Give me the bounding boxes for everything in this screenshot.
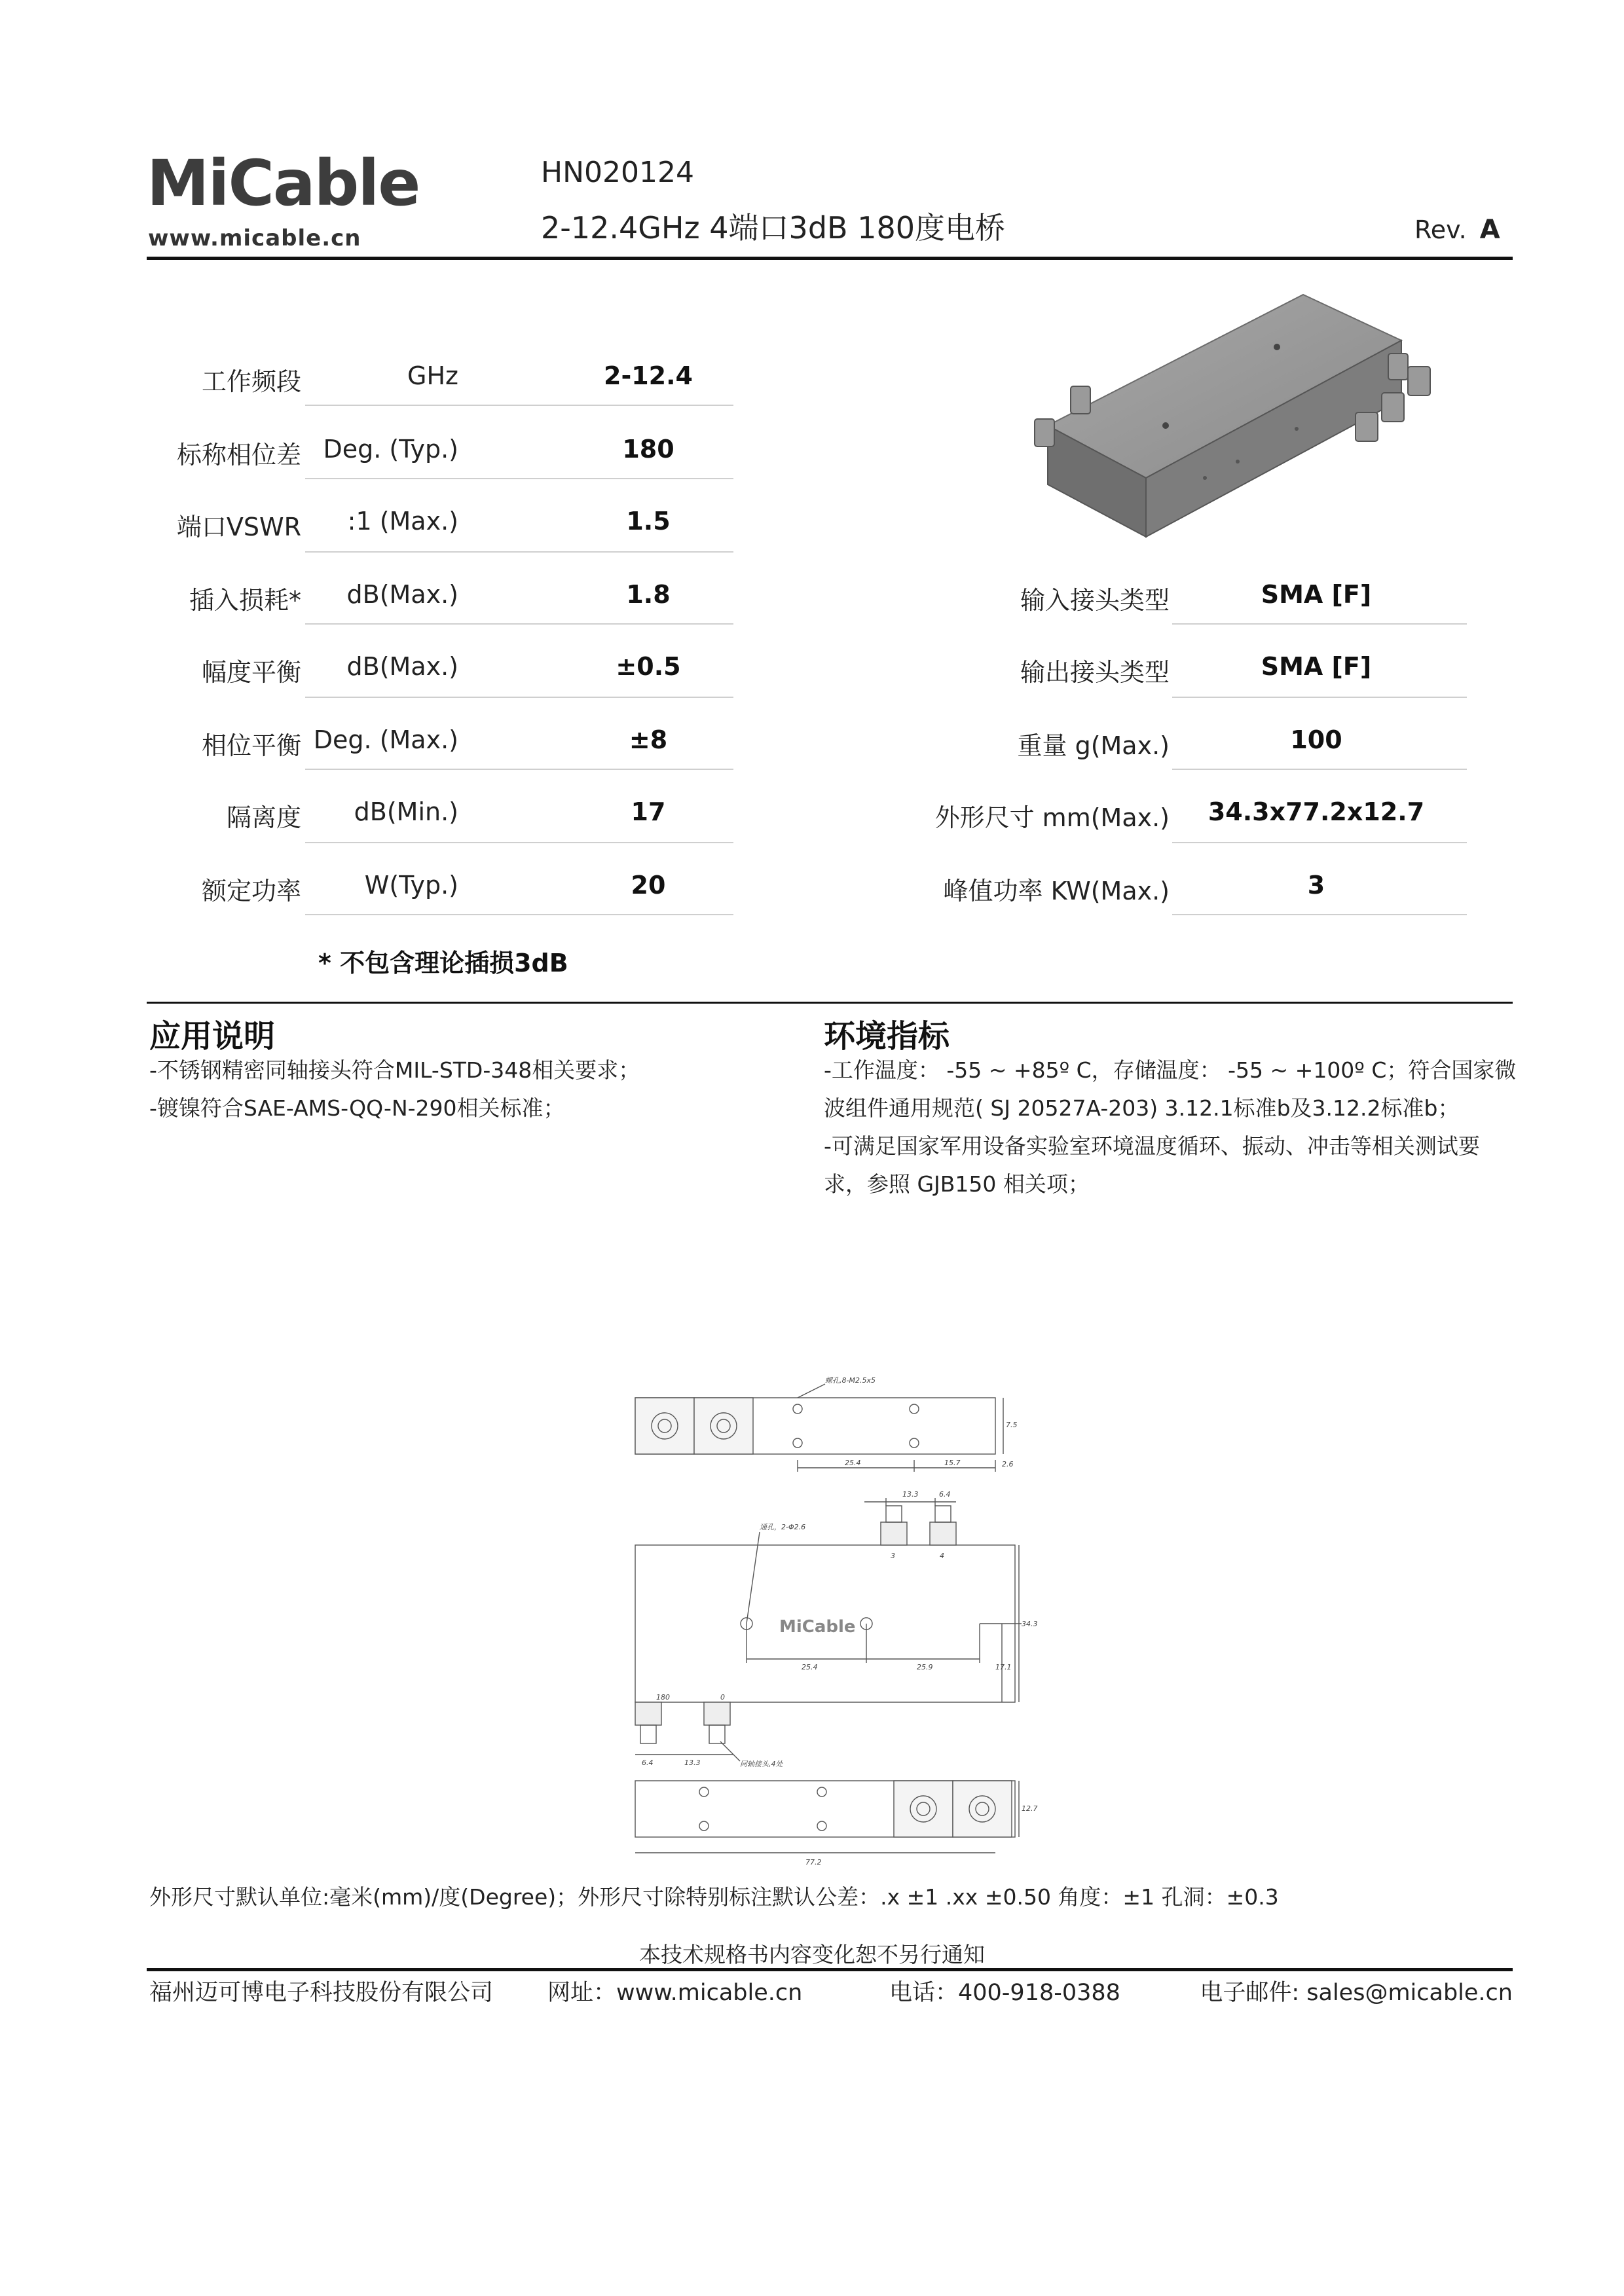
footer-rule [147, 1968, 1513, 1971]
spec-unit: GHz [407, 361, 458, 390]
product-photo [1015, 282, 1460, 543]
application-heading: 应用说明 [149, 1018, 276, 1055]
spec-unit: Deg. (Typ.) [323, 435, 458, 464]
spec-label: 输入接头类型 [1020, 586, 1170, 615]
section-rule [147, 1002, 1513, 1004]
spec-value: 20 [631, 871, 666, 900]
spec-value: ±0.5 [616, 652, 681, 681]
dim-25-9: 25.9 [917, 1663, 933, 1671]
spec-unit: dB(Max.) [346, 580, 458, 609]
dim-15-7: 15.7 [944, 1459, 961, 1467]
port-180-label: 180 [656, 1693, 670, 1702]
environment-text [824, 1051, 1516, 1203]
spec-value: 3 [1307, 871, 1325, 900]
port-4-label: 4 [940, 1552, 944, 1560]
row-divider [305, 405, 733, 406]
logo-url: www.micable.cn [148, 225, 361, 251]
dim-13-3-a: 13.3 [902, 1490, 919, 1499]
spec-label: 额定功率 [201, 877, 301, 905]
revision [1414, 215, 1500, 245]
company-logo [147, 147, 420, 257]
dim-25-4-a: 25.4 [845, 1459, 861, 1467]
spec-value: 1.5 [626, 507, 671, 536]
dim-77-2: 77.2 [805, 1858, 822, 1867]
row-divider [1172, 697, 1467, 698]
dim-connector: 同轴接头,4处 [740, 1760, 783, 1768]
spec-label: 隔离度 [226, 803, 301, 832]
spec-unit: :1 (Max.) [347, 507, 458, 536]
insertion-loss-note: * 不包含理论插损3dB [318, 949, 568, 977]
row-divider [1172, 842, 1467, 843]
port-3-label: 3 [891, 1552, 895, 1560]
spec-label: 重量 g(Max.) [1017, 731, 1170, 760]
dim-thread-hole: 螺孔,8-M2.5x5 [825, 1376, 876, 1385]
part-number: HN020124 [541, 156, 694, 189]
drawing-logo: MiCable [779, 1617, 856, 1637]
spec-label: 插入损耗* [189, 586, 301, 615]
spec-unit: W(Typ.) [364, 871, 458, 900]
dim-12-7: 12.7 [1022, 1804, 1038, 1813]
change-notice: 本技术规格书内容变化恕不另行通知 [639, 1942, 985, 1967]
environment-heading: 环境指标 [824, 1018, 950, 1055]
environment-line: 波组件通用规范( SJ 20527A-203) 3.12.1标准b及3.12.2标准b； [824, 1095, 1460, 1121]
logo-wordmark: MiCable [147, 147, 420, 220]
spec-value: SMA [F] [1261, 580, 1372, 609]
spec-unit: dB(Min.) [354, 797, 458, 826]
spec-label: 工作频段 [201, 367, 301, 396]
environment-line: -可满足国家军用设备实验室环境温度循环、振动、冲击等相关测试要 [824, 1133, 1480, 1159]
environment-line: 求，参照 GJB150 相关项； [824, 1171, 1090, 1197]
spec-label: 输出接头类型 [1020, 658, 1170, 687]
environment-line: -工作温度： -55 ~ +85º C，存储温度： -55 ~ +100º C；符合国家微 [824, 1057, 1517, 1083]
row-divider [305, 551, 733, 553]
dim-13-3-b: 13.3 [684, 1758, 701, 1767]
dim-6-4-a: 6.4 [939, 1490, 951, 1499]
product-title: 2-12.4GHz 4端口3dB 180度电桥 [541, 210, 1006, 246]
spec-label: 幅度平衡 [201, 658, 301, 687]
row-divider [305, 914, 733, 915]
spec-value: SMA [F] [1261, 652, 1372, 681]
application-line: -镀镍符合SAE-AMS-QQ-N-290相关标准； [149, 1095, 565, 1121]
spec-unit: Deg. (Max.) [313, 725, 458, 754]
dim-through-hole: 通孔，2-Φ2.6 [760, 1523, 806, 1531]
spec-label: 外形尺寸 mm(Max.) [934, 803, 1170, 832]
mechanical-drawing [629, 1375, 1038, 1872]
spec-value: 100 [1290, 725, 1342, 754]
spec-value: 180 [622, 435, 674, 464]
row-divider [305, 842, 733, 843]
row-divider [1172, 769, 1467, 770]
row-divider [305, 769, 733, 770]
spec-value: ±8 [629, 725, 668, 754]
dim-7-5: 7.5 [1006, 1421, 1018, 1429]
spec-unit: dB(Max.) [346, 652, 458, 681]
application-text [149, 1051, 640, 1127]
spec-label: 标称相位差 [176, 441, 301, 469]
tolerance-note: 外形尺寸默认单位:毫米(mm)/度(Degree)；外形尺寸除特别标注默认公差：.x ±1 .xx ±0.50 角度：±1 孔洞：±0.3 [149, 1884, 1279, 1910]
dim-17-1: 17.1 [995, 1663, 1012, 1671]
footer-website[interactable]: 网址：www.micable.cn [547, 1980, 803, 2006]
spec-value: 1.8 [626, 580, 671, 609]
footer-company: 福州迈可博电子科技股份有限公司 [149, 1980, 494, 2006]
spec-value: 17 [631, 797, 666, 826]
revision-label: Rev. [1414, 215, 1467, 244]
dim-2-6: 2.6 [1002, 1460, 1014, 1468]
application-line: -不锈钢精密同轴接头符合MIL-STD-348相关要求； [149, 1057, 640, 1083]
dim-6-4-b: 6.4 [642, 1758, 654, 1767]
footer-email[interactable]: 电子邮件: sales@micable.cn [1200, 1980, 1513, 2006]
row-divider [305, 697, 733, 698]
row-divider [1172, 623, 1467, 625]
spec-label: 相位平衡 [201, 731, 301, 760]
spec-value: 2-12.4 [604, 361, 693, 390]
row-divider [1172, 914, 1467, 915]
spec-label: 端口VSWR [176, 513, 301, 541]
dim-34-3: 34.3 [1022, 1620, 1038, 1628]
spec-value: 34.3x77.2x12.7 [1208, 797, 1425, 826]
spec-label: 峰值功率 KW(Max.) [943, 877, 1170, 905]
revision-value: A [1479, 215, 1500, 245]
row-divider [305, 623, 733, 625]
row-divider [305, 478, 733, 479]
header-rule [147, 257, 1513, 260]
port-0-label: 0 [720, 1693, 725, 1702]
footer-phone: 电话：400-918-0388 [889, 1980, 1120, 2006]
dim-25-4-b: 25.4 [802, 1663, 818, 1671]
